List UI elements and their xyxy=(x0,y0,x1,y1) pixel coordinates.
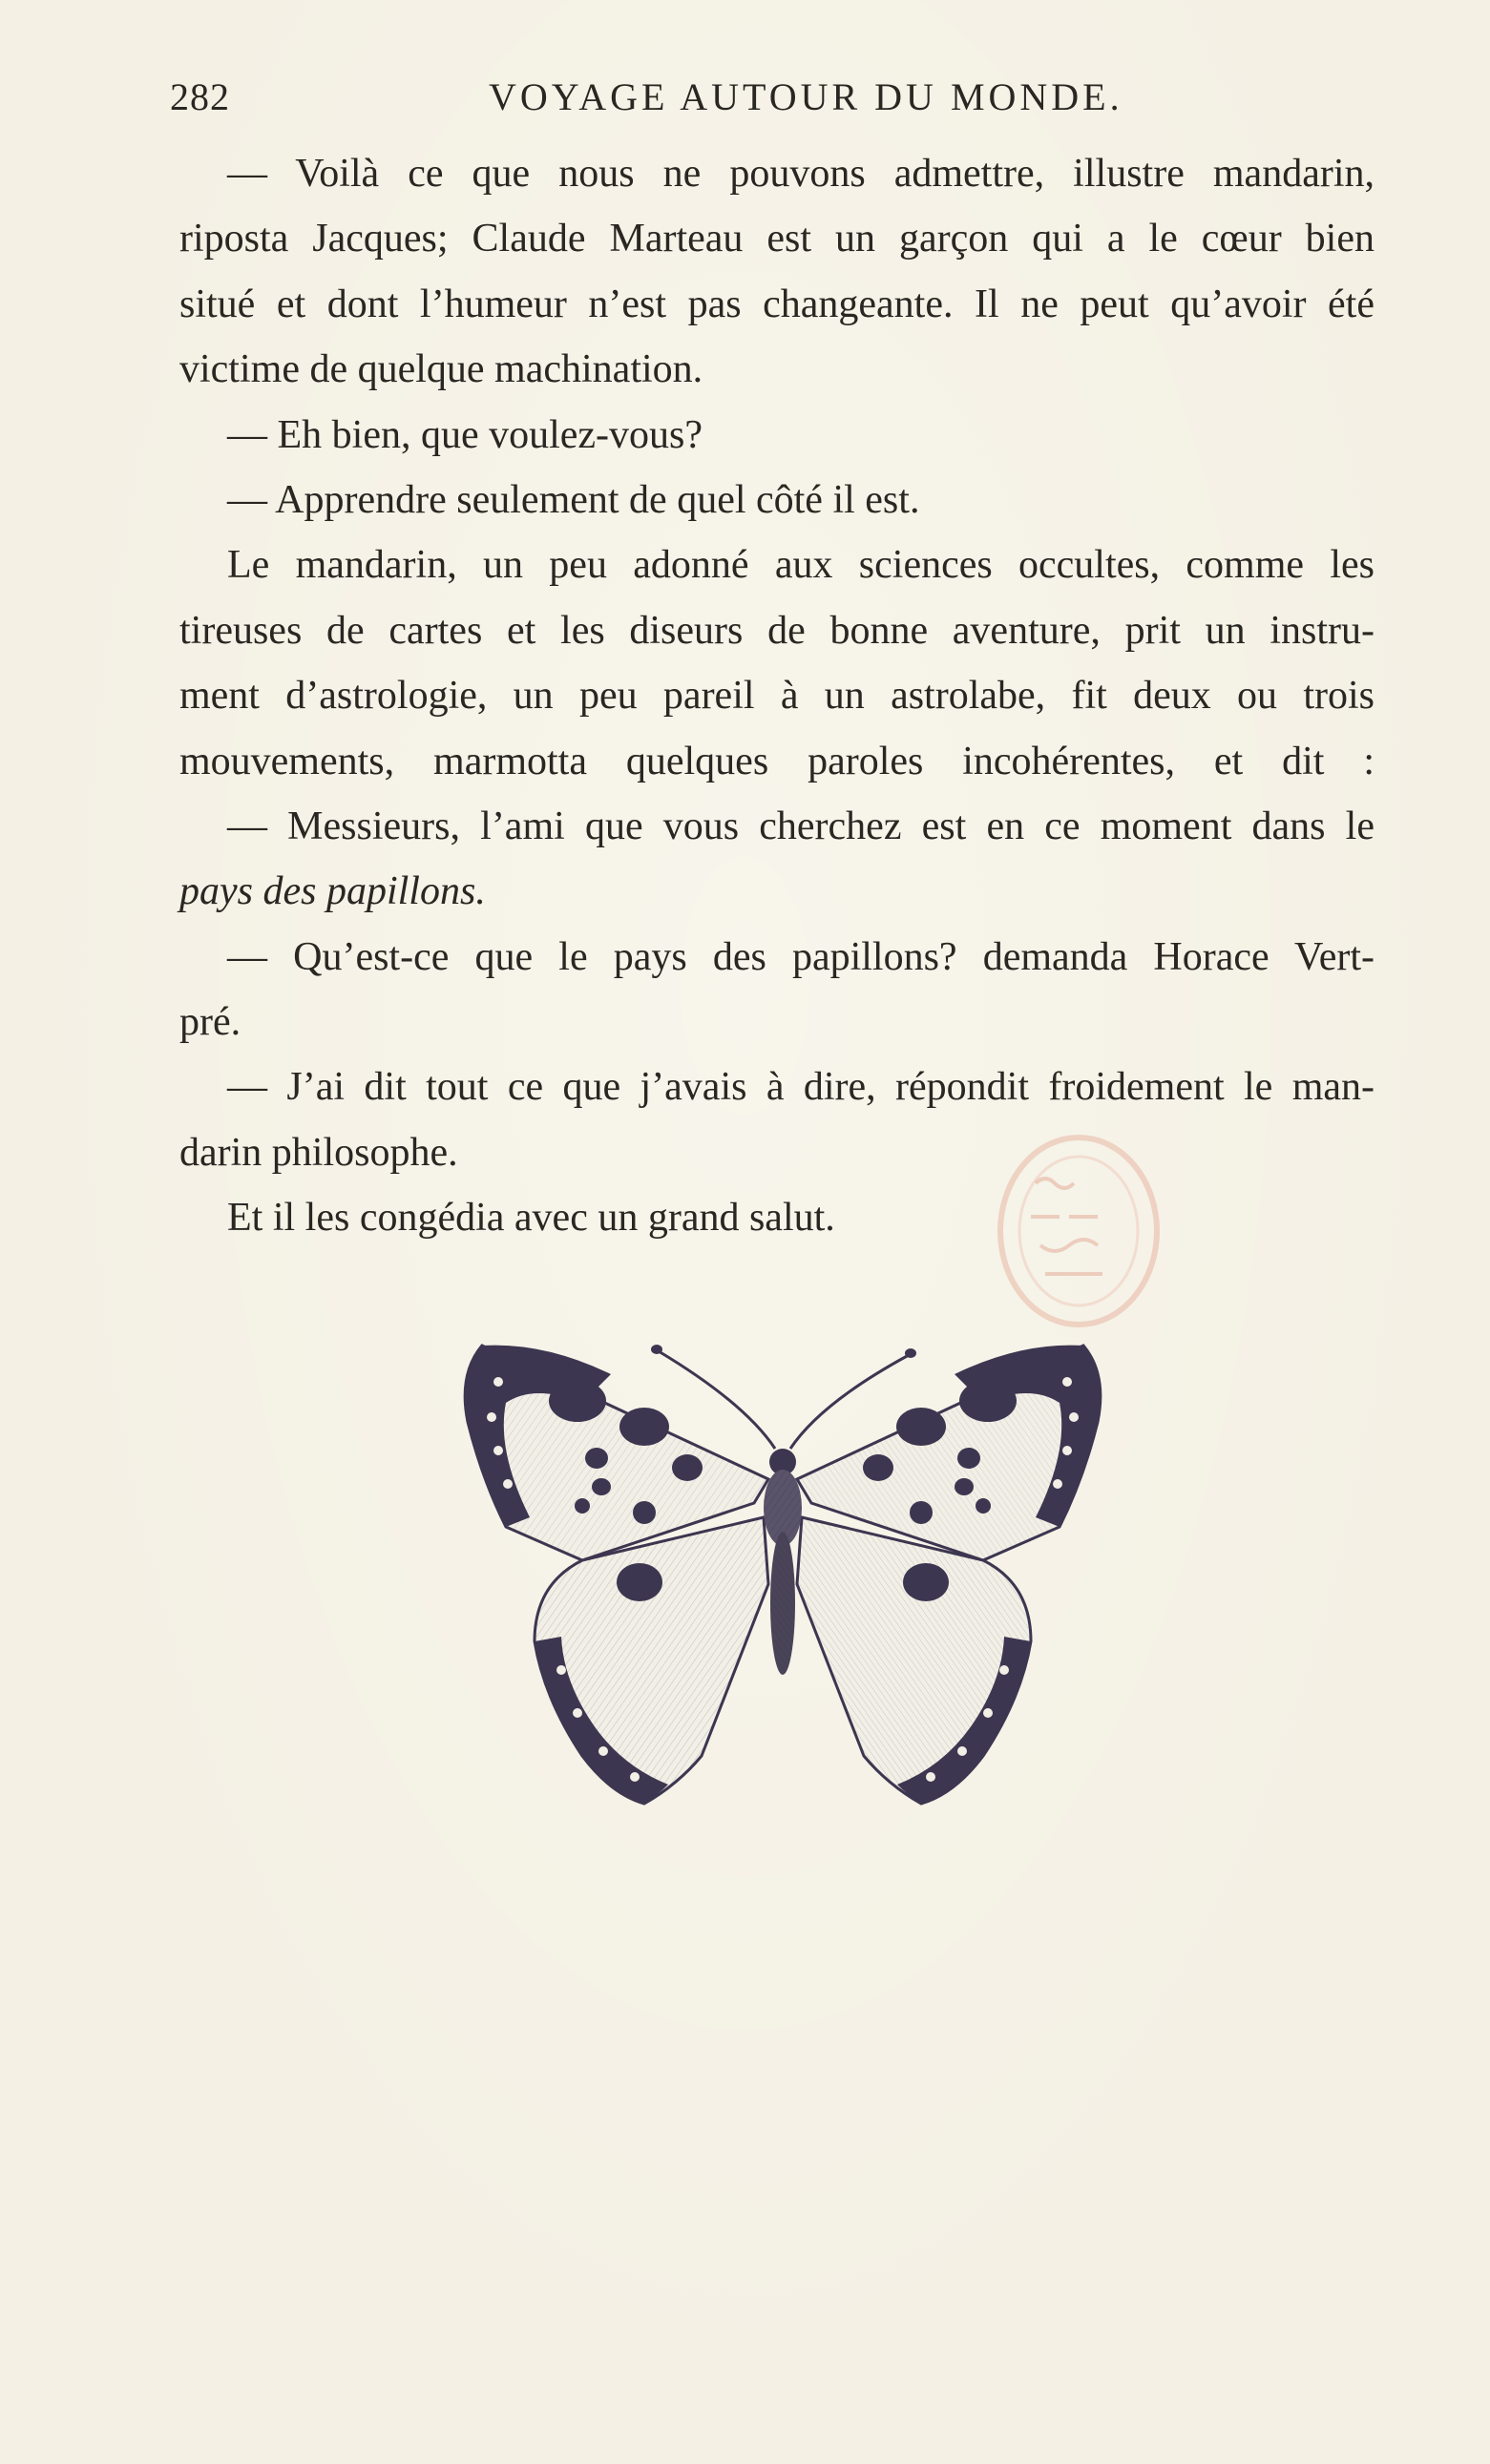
body-text xyxy=(179,141,1375,1251)
text-line: darin philosophe. xyxy=(179,1130,458,1175)
text-line: Et il les congédia avec un grand salut. xyxy=(227,1196,835,1241)
text-line: pré. xyxy=(179,1000,241,1045)
text-line: tireuses de cartes et les diseurs de bonne aventure, prit un instru- xyxy=(179,608,1375,653)
text-line: — Eh bien, que voulez-vous? xyxy=(227,412,703,457)
text-line: pays des papillons. xyxy=(179,869,486,914)
text-line: riposta Jacques; Claude Marteau est un garçon qui a le cœur bien xyxy=(179,217,1375,261)
library-stamp-icon xyxy=(988,1126,1169,1336)
text-line: — Messieurs, l’ami que vous cherchez est en ce moment dans le xyxy=(227,804,1375,848)
text-line: situé et dont l’humeur n’est pas changeante. Il ne peut qu’avoir été xyxy=(179,282,1375,326)
page-number: 282 xyxy=(170,75,230,118)
text-line: ment d’astrologie, un peu pareil à un astrolabe, fit deux ou trois xyxy=(179,674,1375,719)
text-line: — J’ai dit tout ce que j’avais à dire, répondit froidement le man- xyxy=(227,1065,1375,1110)
text-line: — Apprendre seulement de quel côté il est. xyxy=(227,477,920,522)
text-line: mouvements, marmotta quelques paroles incohérentes, et dit : xyxy=(179,739,1375,783)
running-title: VOYAGE AUTOUR DU MONDE. xyxy=(489,75,1123,118)
text-line: — Qu’est-ce que le pays des papillons? demanda Horace Vert- xyxy=(227,934,1375,979)
text-line: victime de quelque machination. xyxy=(179,347,703,392)
text-line: Le mandarin, un peu adonné aux sciences occultes, comme les xyxy=(227,543,1375,588)
text-line: — Voilà ce que nous ne pouvons admettre, illustre mandarin, xyxy=(227,152,1375,196)
page-header xyxy=(170,74,1382,132)
butterfly-illustration xyxy=(439,1336,1126,1823)
